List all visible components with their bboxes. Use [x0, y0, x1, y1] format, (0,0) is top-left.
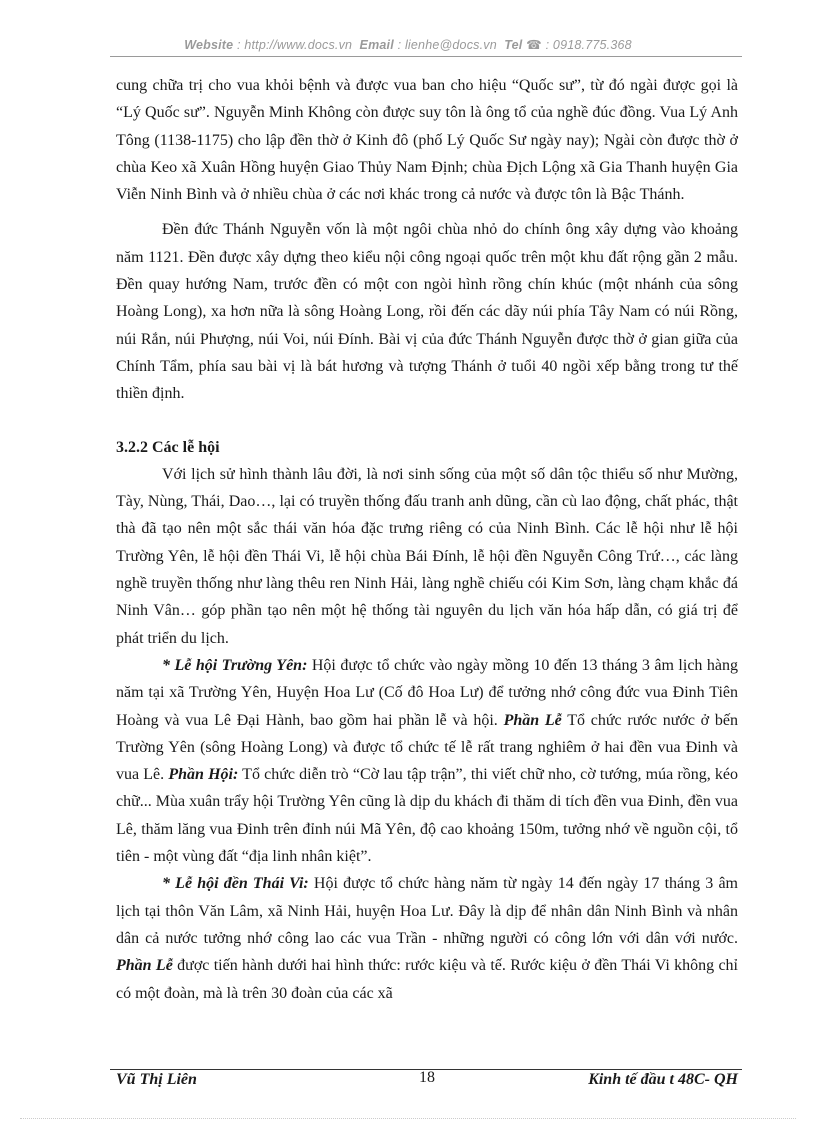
- footer-author: Vũ Thị Liên: [116, 1071, 197, 1088]
- page-body: [116, 72, 738, 1007]
- truong-yen-text-b: Tổ chức rước nước ở bến Trường Yên (sông Hoàng Long) và được tổ chức tế lễ rất trang nghiêm ở hai đền vua Đinh và vua Lê.: [116, 711, 738, 784]
- tel-value: ☎ : 0918.775.368: [526, 38, 632, 52]
- thai-vi-text-a: Hội được tổ chức hàng năm từ ngày 14 đến ngày 17 tháng 3 âm lịch tại thôn Văn Lâm, xã Ninh Hải, huyện Hoa Lư. Đây là dịp để nhân dân Ninh Bình và nhân dân cả nước tưởng nhớ công lao các vua Trần - những người có công lớn với dân với nước.: [116, 875, 738, 947]
- paragraph-1: cung chữa trị cho vua khỏi bệnh và được vua ban cho hiệu “Quốc sư”, từ đó ngài được gọi là “Lý Quốc sư”. Nguyễn Minh Không còn được suy tôn là ông tổ của nghề đúc đồng. Vua Lý Anh Tông (1138-1175) cho lập đền thờ ở Kinh đô (phố Lý Quốc Sư ngày nay); Ngài còn được thờ ở chùa Keo xã Xuân Hồng huyện Giao Thủy Nam Định; chùa Địch Lộng xã Gia Thanh huyện Gia Viễn Ninh Bình và ở nhiều chùa ở các nơi khác trong cả nước và được tôn là Bậc Thánh.: [116, 77, 738, 204]
- paragraph-truong-yen: [116, 652, 738, 870]
- tel-label: Tel: [504, 38, 523, 52]
- thai-vi-text-b: được tiến hành dưới hai hình thức: rước kiệu và tế. Rước kiệu ở đền Thái Vi không chỉ có một đoàn, mà là trên 30 đoàn của các xã: [116, 957, 738, 1002]
- truong-yen-text-a: Hội được tổ chức vào ngày mồng 10 đến 13 tháng 3 âm lịch hàng năm tại xã Trường Yên, Huyện Hoa Lư (Cố đô Hoa Lư) để tưởng nhớ công đức vua Đinh Tiên Hoàng và vua Lê Đại Hành, bao gồm hai phần lễ và hội.: [116, 656, 738, 729]
- email-value: : lienhe@docs.vn: [397, 38, 497, 52]
- truong-yen-phan-hoi: Phần Hội:: [168, 766, 239, 784]
- thai-vi-title: * Lễ hội đền Thái Vi:: [162, 875, 309, 893]
- website-value: : http://www.docs.vn: [237, 38, 353, 52]
- paragraph-3: Với lịch sử hình thành lâu đời, là nơi sinh sống của một số dân tộc thiểu số như Mường, Tày, Nùng, Thái, Dao…, lại có truyền thống đấu tranh anh dũng, cần cù lao động, chất phác, thật thà đã tạo nên một sắc thái văn hóa đặc trưng riêng có của Ninh Bình. Các lễ hội như lễ hội Trường Yên, lễ hội đền Thái Vi, lễ hội chùa Bái Đính, lễ hội đền Nguyễn Công Trứ…, các làng nghề truyền thống như làng thêu ren Ninh Hải, làng nghề chiếu cói Kim Sơn, làng chạm khắc đá Ninh Vân… góp phần tạo nên một hệ thống tài nguyên du lịch văn hóa hấp dẫn, có giá trị để phát triển du lịch.: [116, 465, 738, 647]
- header-divider: [110, 56, 742, 57]
- thai-vi-phan-le: Phần Lễ: [116, 957, 173, 975]
- truong-yen-phan-le: Phần Lễ: [503, 711, 562, 729]
- page-number: 18: [419, 1069, 435, 1086]
- page-header: [0, 37, 816, 52]
- truong-yen-text-c: Tổ chức diễn trò “Cờ lau tập trận”, thi viết chữ nho, cờ tướng, múa rồng, kéo chữ... Mùa xuân trẩy hội Trường Yên cũng là dịp du khách đi thăm di tích đền vua Đinh, đền vua Lê, thăm lăng vua Đinh trên đỉnh núi Mã Yên, độ cao khoảng 150m, tưởng nhớ về nguồn cội, tổ tiên - một vùng đất “địa linh nhân kiệt”.: [116, 766, 738, 866]
- paragraph-thai-vi: [116, 870, 738, 1006]
- footer-class: Kinh tế đầu t 48C- QH: [588, 1071, 738, 1088]
- truong-yen-title: * Lễ hội Trường Yên:: [162, 656, 308, 674]
- section-heading: 3.2.2 Các lễ hội: [116, 438, 220, 456]
- paragraph-2: Đền đức Thánh Nguyễn vốn là một ngôi chùa nhỏ do chính ông xây dựng vào khoảng năm 1121. Đền được xây dựng theo kiểu nội công ngoại quốc trên một khu đất rộng gần 2 mẫu. Đền quay hướng Nam, trước đền có một con ngòi hình rồng chín khúc (một nhánh của sông Hoàng Long), xa hơn nữa là sông Hoàng Long, rồi đến các dãy núi phía Tây Nam có núi Rồng, núi Rắn, núi Phượng, núi Voi, núi Đính. Bài vị của đức Thánh Nguyễn được thờ ở gian giữa của Chính Tẩm, phía sau bài vị là bát hương và tượng Thánh ở tuổi 40 ngồi xếp bằng trong tư thế thiền định.: [116, 221, 738, 403]
- page-bottom-edge: [20, 1118, 796, 1119]
- website-label: Website: [184, 38, 234, 52]
- email-label: Email: [359, 38, 394, 52]
